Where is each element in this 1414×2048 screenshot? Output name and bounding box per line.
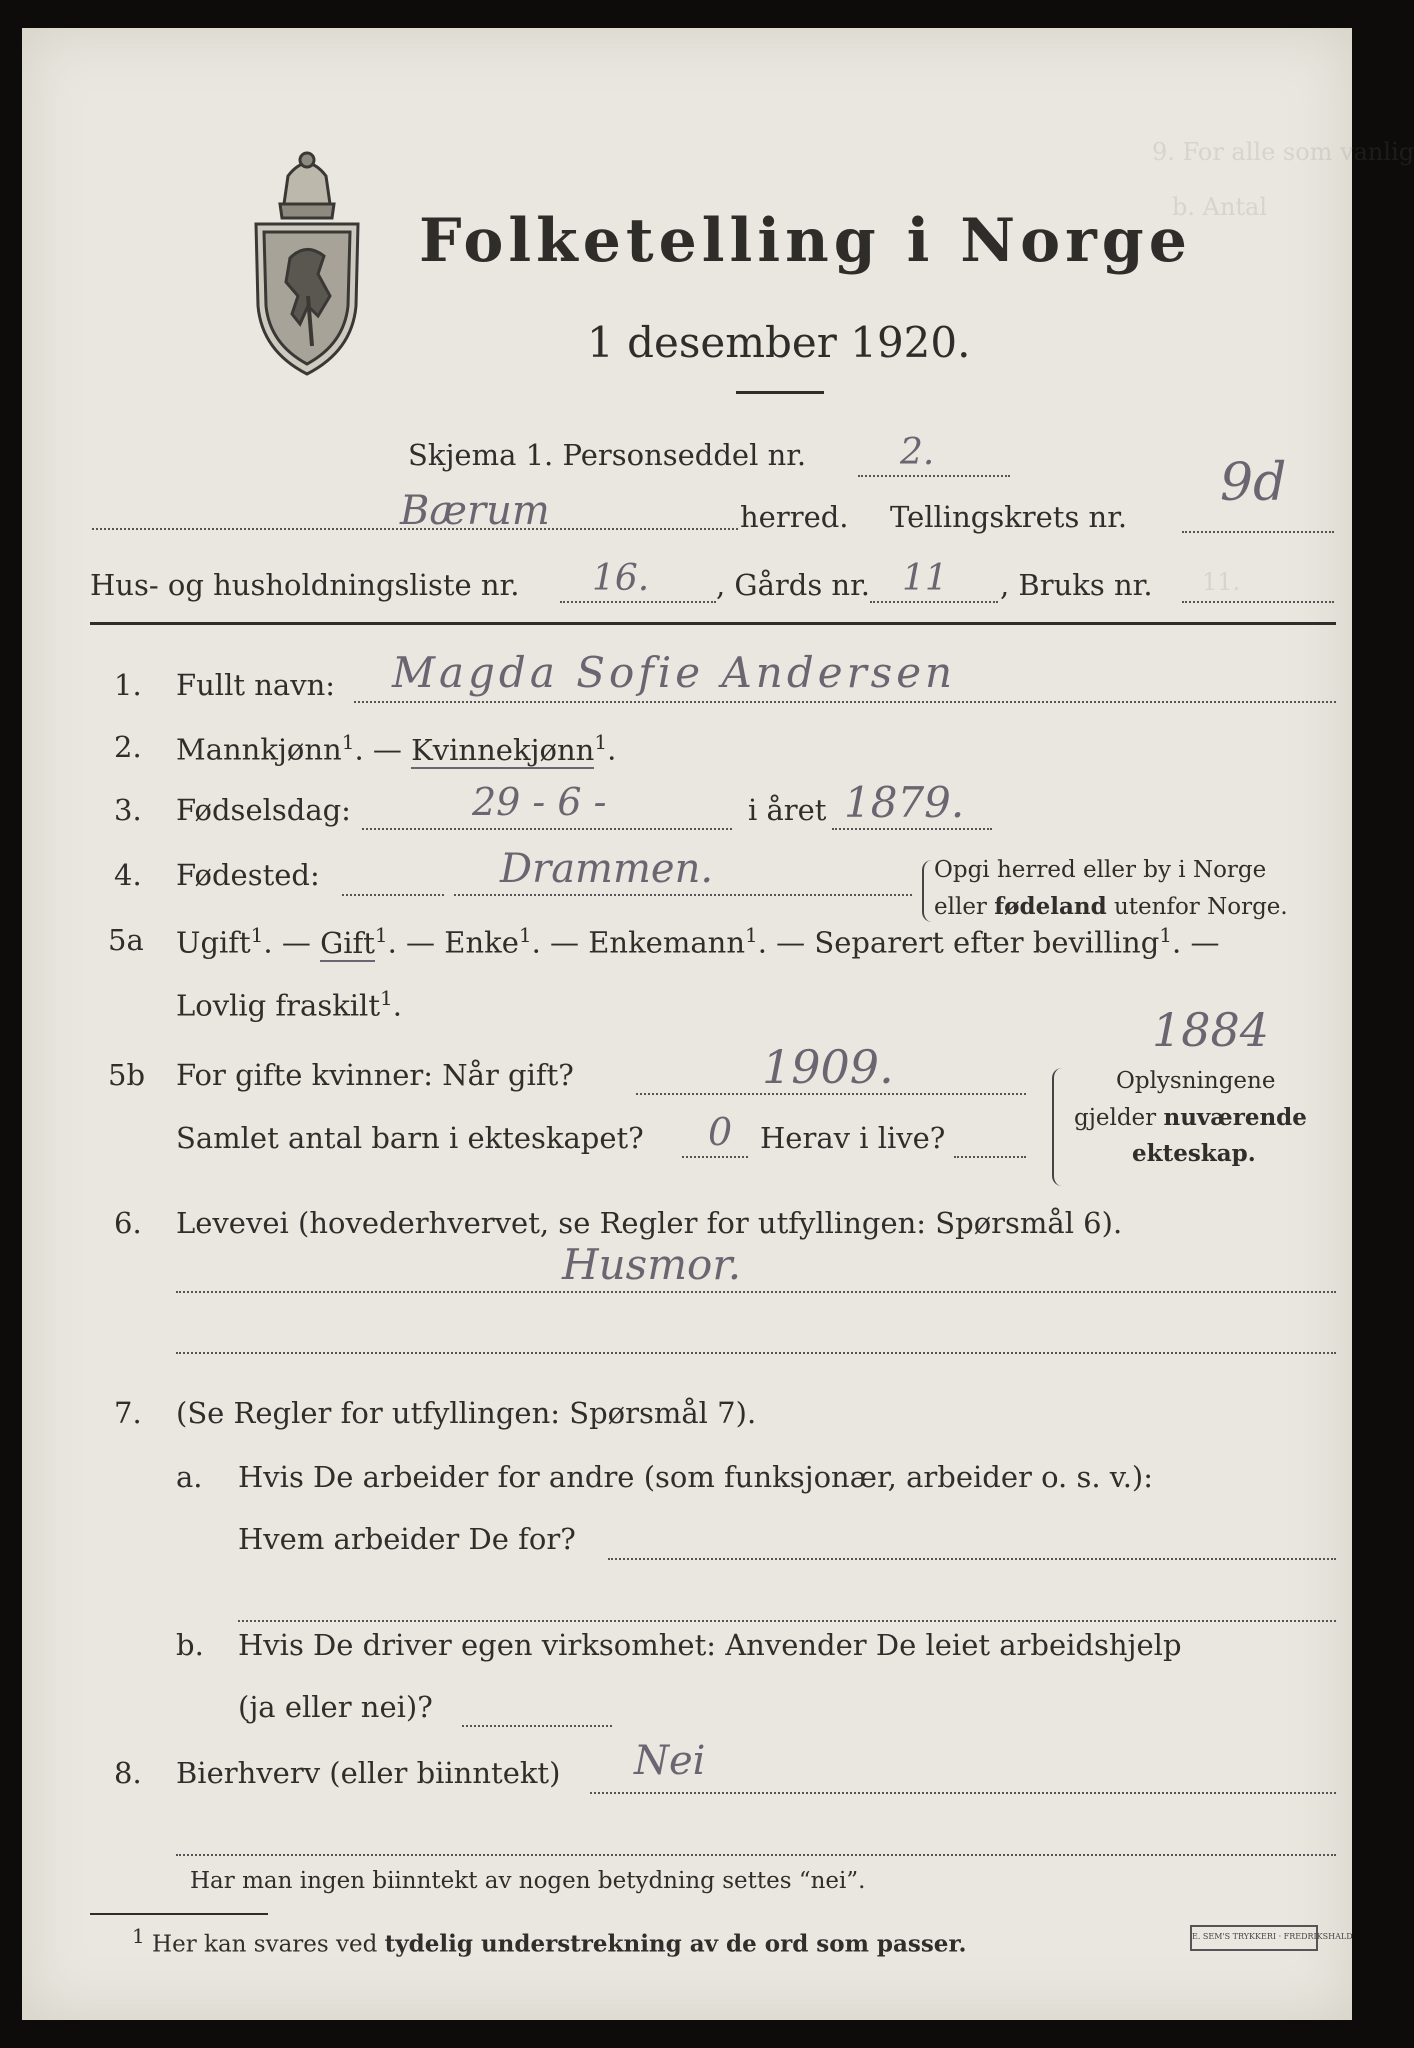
when-married-value: 1909.: [762, 1040, 894, 1094]
footnote-divider: [90, 1913, 268, 1915]
marriage-note-3: ekteskap.: [1132, 1140, 1256, 1167]
option-fraskilt[interactable]: Lovlig fraskilt: [176, 988, 380, 1023]
side-income-field-1[interactable]: [590, 1792, 1336, 1794]
employer-field-2[interactable]: [238, 1620, 1336, 1622]
q1-number: 1.: [114, 668, 142, 702]
option-fraskilt-row: Lovlig fraskilt$^1$.: [176, 986, 402, 1023]
hus-value: 16.: [592, 558, 650, 599]
schema-label: Skjema 1. Personseddel nr.: [408, 438, 807, 472]
children-label: Samlet antal barn i ekteskapet?: [176, 1121, 644, 1155]
q7b-label-2: (ja eller nei)?: [238, 1690, 433, 1724]
q5a-number: 5a: [108, 923, 144, 957]
norway-coat-of-arms-icon: [248, 146, 366, 378]
q5b-number: 5b: [108, 1058, 146, 1092]
personseddel-value: 2.: [900, 432, 935, 473]
bruks-label: , Bruks nr.: [1000, 568, 1153, 602]
birthplace-note-1: Opgi herred eller by i Norge: [934, 857, 1267, 883]
option-ugift[interactable]: Ugift: [176, 925, 251, 960]
tellingskrets-field[interactable]: [1182, 531, 1334, 533]
census-date: 1 desember 1920.: [587, 318, 971, 367]
children-value: 0: [708, 1110, 733, 1154]
q7-number: 7.: [114, 1396, 142, 1430]
gards-label: , Gårds nr.: [716, 568, 870, 602]
gender-options: Mannkjønn$^1$. — Kvinnekjønn$^1$.: [176, 730, 617, 767]
q8-label: Bierhverv (eller biinntekt): [176, 1756, 561, 1790]
birthplace-field-2[interactable]: [454, 894, 912, 896]
tellingskrets-value: 9d: [1220, 453, 1287, 513]
marriage-note-2: gjelder nuværende: [1074, 1104, 1307, 1131]
margin-note-1884: 1884: [1152, 1003, 1270, 1057]
occupation-value: Husmor.: [562, 1240, 742, 1289]
q8-number: 8.: [114, 1756, 142, 1790]
alive-label: Herav i live?: [760, 1121, 946, 1155]
hired-help-field[interactable]: [462, 1725, 612, 1727]
q7a-label-2: Hvem arbeider De for?: [238, 1522, 576, 1556]
census-form: 9. For alle som vanlig b. Antal 11. Folketelling i Norge 1 desember 1920. Skjema 1. Personseddel nr. 2. Bærum herred. Tellingskrets nr. 9d Hus- og husholdningsliste nr. 16. , Gårds nr. 11 , Bruks nr. 1. Fullt navn: Magda Sofie Andersen 2. Mannkjønn$^1$. — Kvinnekjønn$^1$. 3. Fødselsdag: 29 - 6 - i året 1879. 4. Fødested: Drammen. Opgi herred eller by i Norge eller fødeland utenfor Norge. 5a Ugift$^1$. — Gift$^1$. — Enke$^1$. — Enkemann$^1$. — Separert efter bevilling$^1$. — Lovlig fraskilt$^1$. 1884 5b For gifte kvinner: Når gift? 1909. Samlet antal barn i ekteskapet? 0 Herav i live? Oplysningene gjelder nuværende ekteskap. 6. Levevei (hovederhvervet, se Regler for utfyllingen: Spørsmål 6). Husmor. 7. (Se Regler for utfyllingen: Spørsmål 7). a. Hvis De arbeider for andre (som funksjonær, arbeider o. s. v.): Hvem arbeider De for? b. Hvis De driver egen virksomhet: Anvender De leiet arbeidshjelp (ja eller nei)? 8. Bierhverv (eller biinntekt) Nei Har man ingen biinntekt av nogen betydning settes “nei”. $^1$ Her kan svares ved tydelig understrekning av de ord som passer. E. SEM'S TRYKKERI · FREDRIKSHALD: [22, 28, 1352, 2020]
marriage-note-bracket: [1052, 1068, 1064, 1186]
form-title: Folketelling i Norge: [419, 206, 1192, 276]
title-divider: [736, 391, 824, 394]
q7a-label: Hvis De arbeider for andre (som funksjonær, arbeider o. s. v.):: [238, 1460, 1154, 1494]
header-divider: [90, 622, 1336, 625]
side-income-field-2[interactable]: [176, 1854, 1336, 1856]
birthday-field[interactable]: [362, 828, 732, 830]
option-gift[interactable]: Gift: [320, 925, 375, 960]
q1-label: Fullt navn:: [176, 668, 336, 702]
when-married-label: For gifte kvinner: Når gift?: [176, 1058, 574, 1092]
option-separert[interactable]: Separert efter bevilling: [814, 925, 1160, 960]
q7-label: (Se Regler for utfyllingen: Spørsmål 7).: [176, 1396, 757, 1430]
q7b-number: b.: [176, 1628, 204, 1662]
birthplace-value: Drammen.: [500, 846, 714, 892]
q4-label: Fødested:: [176, 858, 320, 892]
birth-year-field[interactable]: [832, 828, 992, 830]
printer-mark: E. SEM'S TRYKKERI · FREDRIKSHALD: [1190, 1925, 1318, 1951]
q6-number: 6.: [114, 1206, 142, 1240]
q3-label: Fødselsdag:: [176, 793, 351, 827]
gards-field[interactable]: [870, 601, 998, 603]
male-option[interactable]: Mannkjønn: [176, 732, 342, 767]
full-name-value: Magda Sofie Andersen: [392, 648, 957, 697]
marital-options: Ugift$^1$. — Gift$^1$. — Enke$^1$. — Enkemann$^1$. — Separert efter bevilling$^1$. —: [176, 923, 1220, 960]
q7b-label: Hvis De driver egen virksomhet: Anvender De leiet arbeidshjelp: [238, 1628, 1182, 1662]
option-enke[interactable]: Enke: [444, 925, 519, 960]
children-field[interactable]: [682, 1156, 748, 1158]
birthplace-note-2: eller fødeland utenfor Norge.: [934, 893, 1288, 920]
footnote: $^1$ Her kan svares ved tydelig understrekning av de ord som passer.: [132, 1924, 967, 1958]
birthday-value: 29 - 6 -: [472, 780, 607, 824]
side-income-value: Nei: [634, 1738, 706, 1784]
q7a-number: a.: [176, 1460, 203, 1494]
birth-year-value: 1879.: [844, 778, 965, 827]
hus-field[interactable]: [560, 601, 716, 603]
hus-label: Hus- og husholdningsliste nr.: [90, 568, 520, 602]
herred-value: Bærum: [400, 488, 550, 534]
personseddel-field[interactable]: [858, 475, 1010, 477]
birthplace-field-1[interactable]: [342, 894, 444, 896]
q4-number: 4.: [114, 858, 142, 892]
full-name-field[interactable]: [354, 701, 1336, 703]
tellingskrets-label: Tellingskrets nr.: [890, 500, 1128, 534]
alive-field[interactable]: [954, 1156, 1026, 1158]
female-option[interactable]: Kvinnekjønn: [411, 732, 595, 767]
bruks-field[interactable]: [1182, 601, 1334, 603]
side-income-note: Har man ingen biinntekt av nogen betydning settes “nei”.: [190, 1868, 866, 1894]
q2-number: 2.: [114, 730, 142, 764]
option-enkemann[interactable]: Enkemann: [588, 925, 745, 960]
gards-value: 11: [902, 558, 948, 599]
employer-field-1[interactable]: [608, 1558, 1336, 1560]
herred-label: herred.: [740, 500, 849, 534]
marriage-note-1: Oplysningene: [1116, 1068, 1276, 1094]
q6-label: Levevei (hovederhvervet, se Regler for utfyllingen: Spørsmål 6).: [176, 1206, 1123, 1240]
birthplace-note-bracket: [922, 860, 934, 922]
occupation-field-2[interactable]: [176, 1352, 1336, 1354]
year-label: i året: [748, 793, 827, 827]
occupation-field-1[interactable]: [176, 1291, 1336, 1293]
q3-number: 3.: [114, 793, 142, 827]
